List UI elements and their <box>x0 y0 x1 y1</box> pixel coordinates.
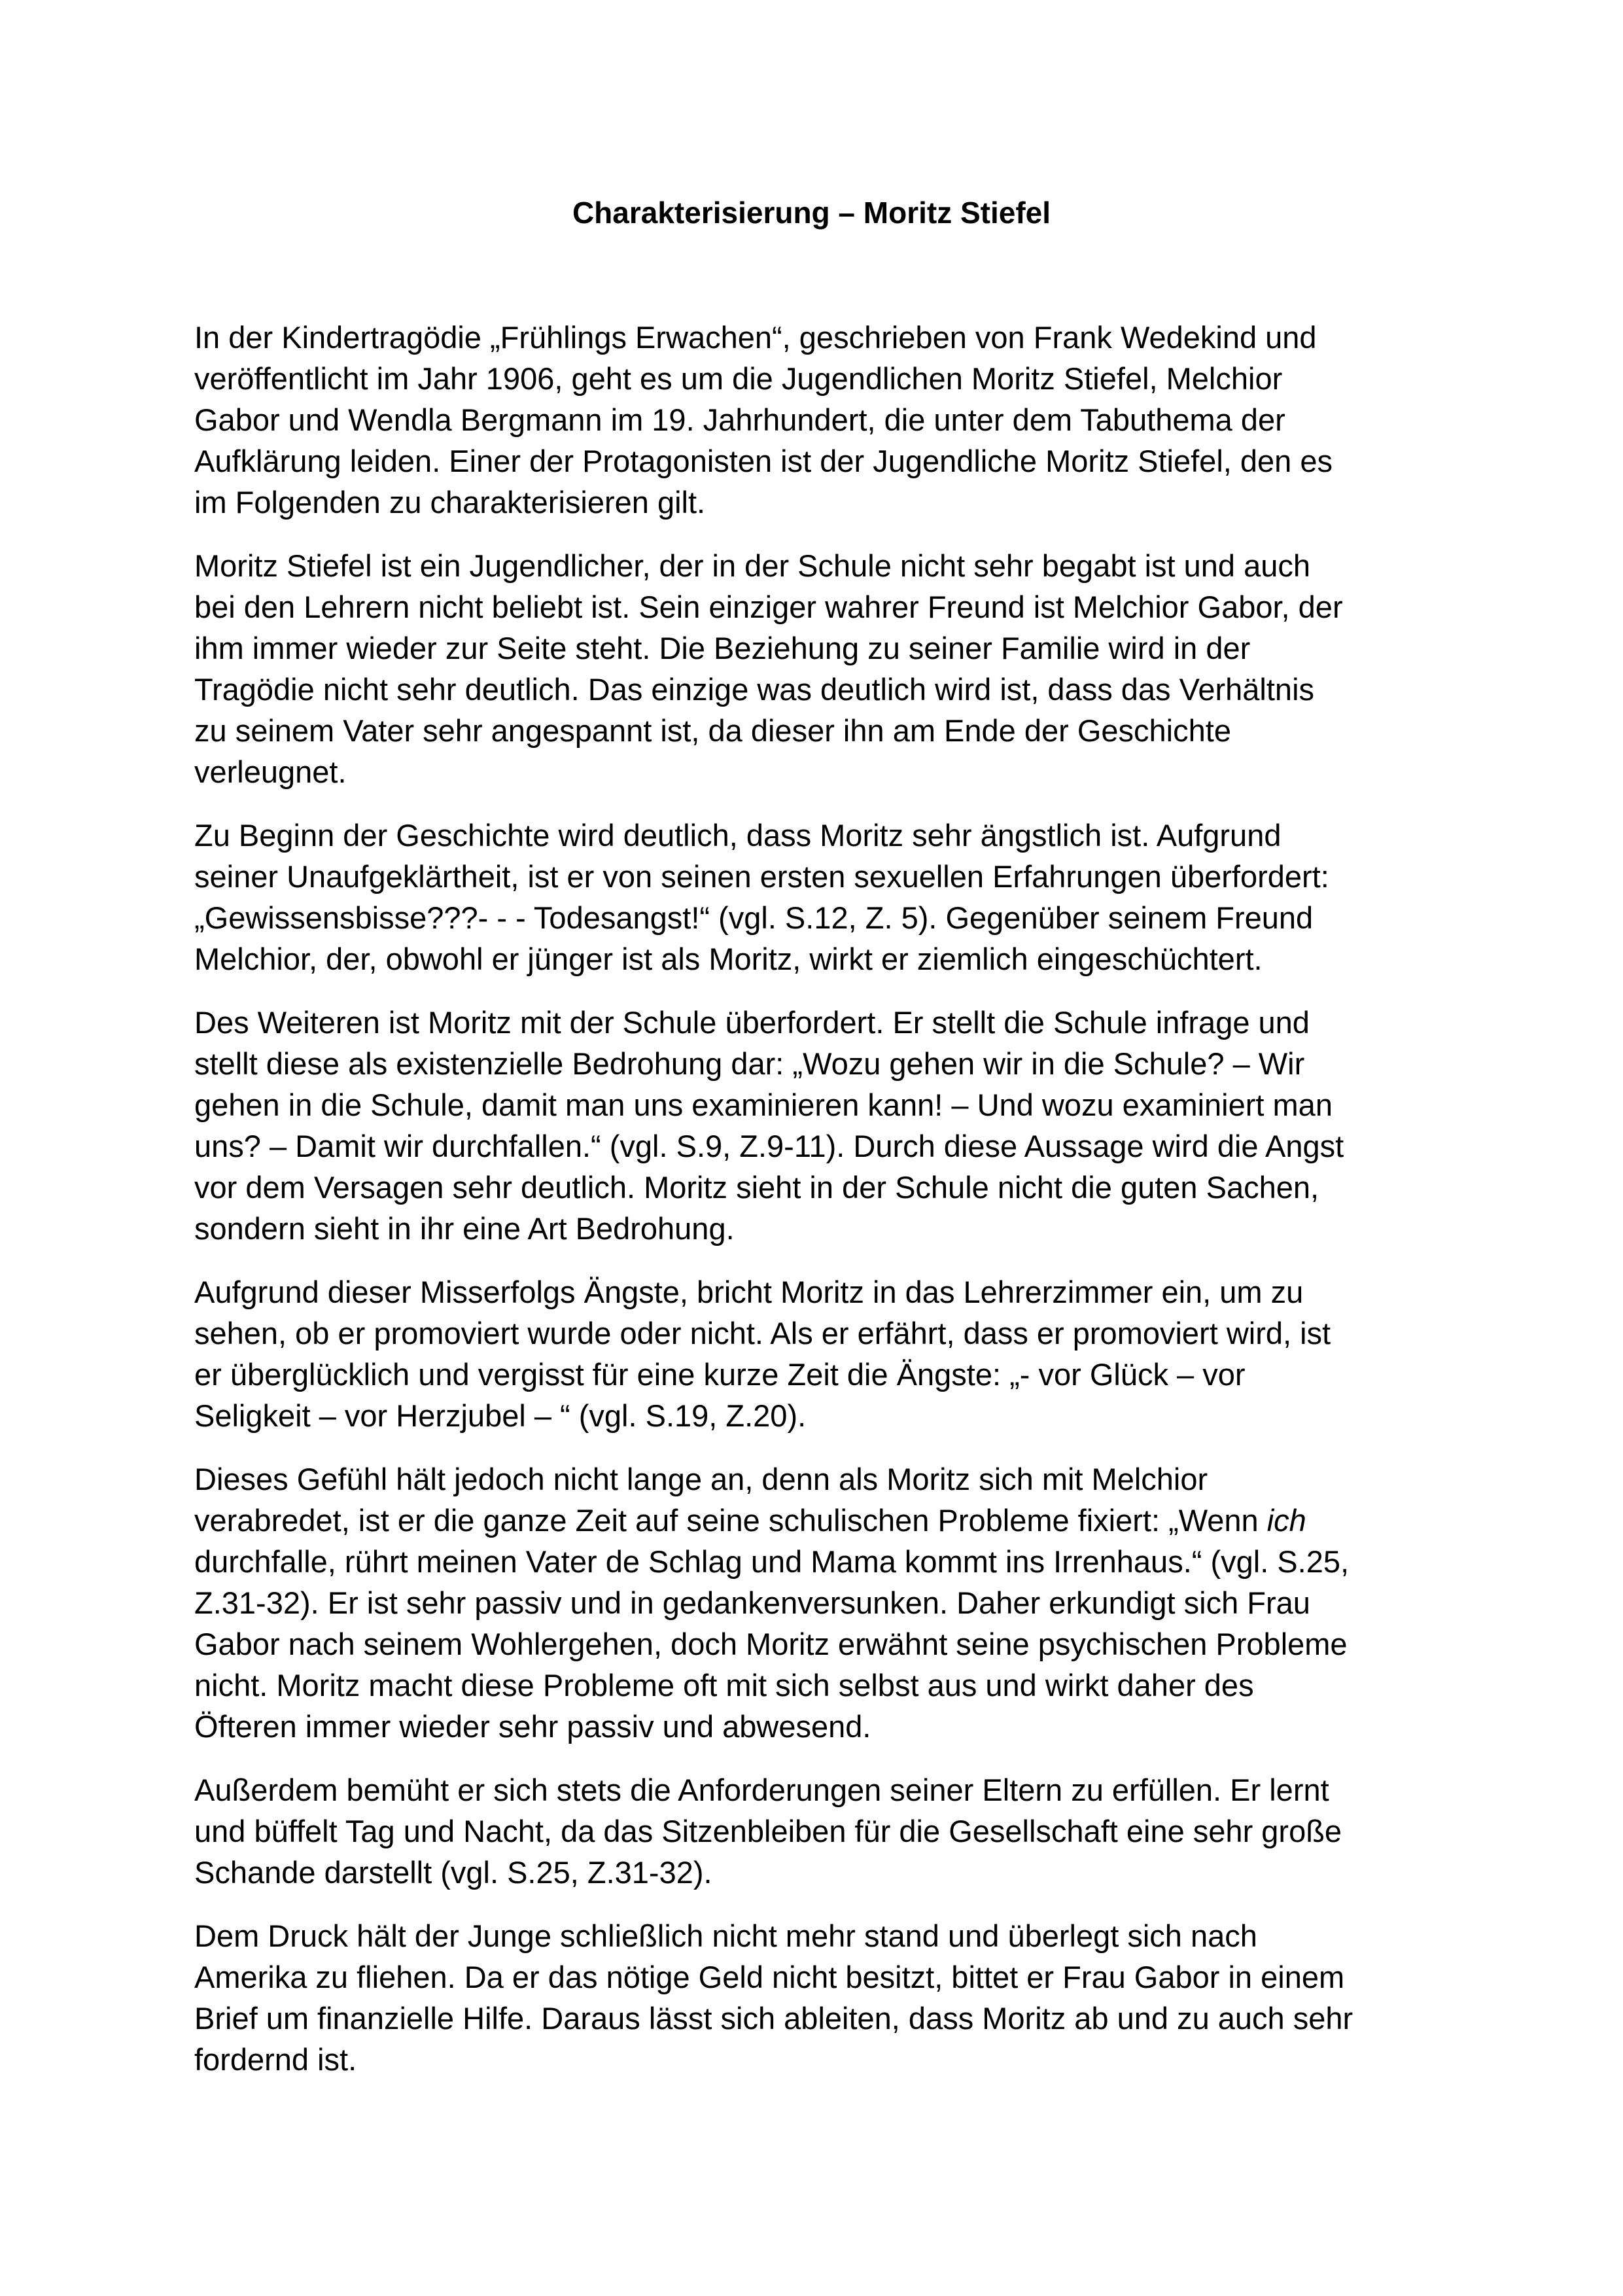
italic-word: ich <box>1266 1503 1306 1538</box>
text-line: Brief um finanzielle Hilfe. Daraus lässt sich ableiten, dass Moritz ab und zu auch sehr <box>194 2001 1353 2036</box>
text-line: Tragödie nicht sehr deutlich. Das einzige was deutlich wird ist, dass das Verhältnis <box>194 672 1315 707</box>
text-line: „Gewissensbisse???- - - Todesangst!“ (vgl. S.12, Z. 5). Gegenüber seinem Freund <box>194 900 1314 935</box>
document-body <box>194 317 1437 2102</box>
paragraph-school <box>194 1002 1437 1249</box>
text-line: Außerdem bemüht er sich stets die Anforderungen seiner Eltern zu erfüllen. Er lernt <box>194 1773 1329 1807</box>
document-title: Charakterisierung – Moritz Stiefel <box>572 196 1051 230</box>
text-line: stellt diese als existenzielle Bedrohung dar: „Wozu gehen wir in die Schule? – Wir <box>194 1046 1305 1081</box>
text-line: sehen, ob er promoviert wurde oder nicht. Als er erfährt, dass er promoviert wird, ist <box>194 1316 1331 1351</box>
paragraph-pressure <box>194 1915 1437 2080</box>
text-line: Seligkeit – vor Herzjubel – “ (vgl. S.19, Z.20). <box>194 1398 807 1433</box>
paragraph-fear <box>194 815 1437 980</box>
text-line <box>194 1500 1437 1541</box>
text-line: Zu Beginn der Geschichte wird deutlich, dass Moritz sehr ängstlich ist. Aufgrund <box>194 818 1282 853</box>
text-line: Gabor nach seinem Wohlergehen, doch Moritz erwähnt seine psychischen Probleme <box>194 1627 1348 1661</box>
text-line: vor dem Versagen sehr deutlich. Moritz sieht in der Schule nicht die guten Sachen, <box>194 1170 1319 1205</box>
text-line: durchfalle, rührt meinen Vater de Schlag und Mama kommt ins Irrenhaus.“ (vgl. S.25, <box>194 1544 1350 1579</box>
text-line: Öfteren immer wieder sehr passiv und abwesend. <box>194 1709 871 1744</box>
text-line: gehen in die Schule, damit man uns examinieren kann! – Und wozu examiniert man <box>194 1087 1333 1122</box>
text-line: sondern sieht in ihr eine Art Bedrohung. <box>194 1211 735 1246</box>
text-line: und büffelt Tag und Nacht, da das Sitzenbleiben für die Gesellschaft eine sehr große <box>194 1814 1342 1848</box>
text-line: Gabor und Wendla Bergmann im 19. Jahrhundert, die unter dem Tabuthema der <box>194 402 1285 437</box>
paragraph-intro <box>194 317 1437 523</box>
text-line: er überglücklich und vergisst für eine kurze Zeit die Ängste: „- vor Glück – vor <box>194 1357 1246 1392</box>
text-line: Aufgrund dieser Misserfolgs Ängste, bricht Moritz in das Lehrerzimmer ein, um zu <box>194 1275 1304 1309</box>
text-line: Melchior, der, obwohl er jünger ist als Moritz, wirkt er ziemlich eingeschüchtert. <box>194 942 1263 976</box>
text-line: ihm immer wieder zur Seite steht. Die Beziehung zu seiner Familie wird in der <box>194 631 1251 665</box>
text-segment: verabredet, ist er die ganze Zeit auf seine schulischen Probleme fixiert: „Wenn <box>194 1503 1267 1538</box>
text-line: bei den Lehrern nicht beliebt ist. Sein einziger wahrer Freund ist Melchior Gabor, der <box>194 590 1343 624</box>
text-line: im Folgenden zu charakterisieren gilt. <box>194 485 706 520</box>
text-line: veröffentlicht im Jahr 1906, geht es um die Jugendlichen Moritz Stiefel, Melchior <box>194 361 1283 396</box>
text-line: Dieses Gefühl hält jedoch nicht lange an, denn als Moritz sich mit Melchior <box>194 1462 1208 1496</box>
paragraph-feeling <box>194 1458 1437 1747</box>
text-line: Schande darstellt (vgl. S.25, Z.31-32). <box>194 1855 712 1890</box>
paragraph-parents <box>194 1769 1437 1893</box>
paragraph-background <box>194 545 1437 792</box>
text-line: Moritz Stiefel ist ein Jugendlicher, der in der Schule nicht sehr begabt ist und auch <box>194 548 1311 583</box>
text-line: nicht. Moritz macht diese Probleme oft mit sich selbst aus und wirkt daher des <box>194 1668 1254 1703</box>
text-line: Z.31-32). Er ist sehr passiv und in gedankenversunken. Daher erkundigt sich Frau <box>194 1585 1310 1620</box>
text-line: Amerika zu fliehen. Da er das nötige Geld nicht besitzt, bittet er Frau Gabor in einem <box>194 1960 1345 1994</box>
text-line: fordernd ist. <box>194 2042 357 2077</box>
text-line: Des Weiteren ist Moritz mit der Schule überfordert. Er stellt die Schule infrage und <box>194 1005 1310 1040</box>
text-line: zu seinem Vater sehr angespannt ist, da dieser ihn am Ende der Geschichte <box>194 713 1231 748</box>
text-line: In der Kindertragödie „Frühlings Erwachen“, geschrieben von Frank Wedekind und <box>194 320 1317 355</box>
text-line: uns? – Damit wir durchfallen.“ (vgl. S.9, Z.9-11). Durch diese Aussage wird die Angst <box>194 1129 1344 1163</box>
text-line: seiner Unaufgeklärtheit, ist er von seinen ersten sexuellen Erfahrungen überfordert: <box>194 859 1329 894</box>
paragraph-promotion <box>194 1271 1437 1436</box>
text-line: verleugnet. <box>194 754 347 789</box>
text-line: Aufklärung leiden. Einer der Protagonisten ist der Jugendliche Moritz Stiefel, den es <box>194 444 1333 478</box>
text-line: Dem Druck hält der Junge schließlich nicht mehr stand und überlegt sich nach <box>194 1918 1257 1953</box>
